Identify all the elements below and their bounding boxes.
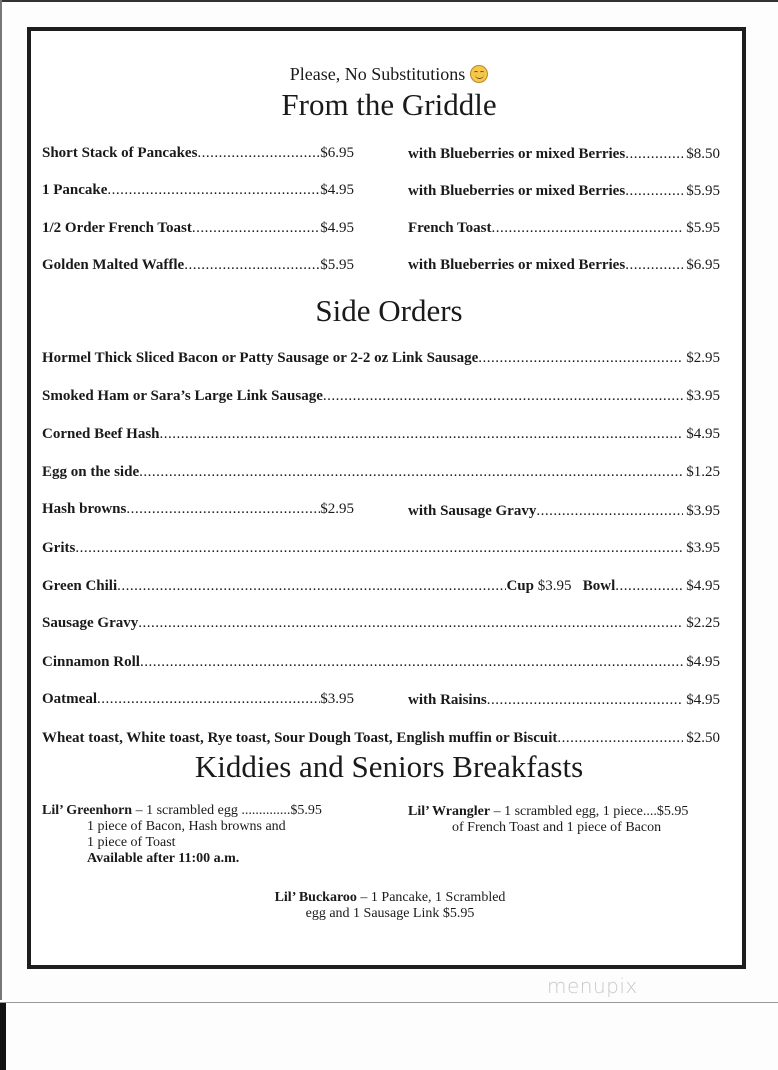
kids-item-greenhorn bbox=[42, 803, 322, 867]
menu-item bbox=[408, 255, 720, 275]
menu-item-sausage-gravy bbox=[42, 613, 720, 633]
scan-edge-strip bbox=[0, 1003, 6, 1070]
item-name: Cinnamon Roll bbox=[42, 654, 140, 670]
menu-item-oatmeal bbox=[42, 689, 354, 709]
item-price: $4.95 bbox=[686, 654, 720, 670]
item-name: with Blueberries or mixed Berries bbox=[408, 146, 626, 162]
menu-item-hash-browns-gravy bbox=[408, 501, 720, 521]
item-name: with Blueberries or mixed Berries bbox=[408, 183, 626, 199]
item-name: Wheat toast, White toast, Rye toast, Sour Dough Toast, English muffin or Biscuit bbox=[42, 730, 558, 746]
item-name: Golden Malted Waffle bbox=[42, 257, 185, 273]
availability-note: Available after 11:00 a.m. bbox=[87, 851, 240, 866]
item-price: $5.95 bbox=[686, 220, 720, 236]
item-name: Short Stack of Pancakes bbox=[42, 145, 198, 161]
leader-dots bbox=[160, 424, 684, 444]
menu-item bbox=[408, 144, 720, 164]
menu-item bbox=[42, 180, 354, 200]
leader-dots bbox=[557, 728, 683, 748]
item-name: Oatmeal bbox=[42, 691, 97, 707]
leader-dots bbox=[625, 144, 683, 164]
item-price: $6.95 bbox=[686, 257, 720, 273]
section-title-sides: Side Orders bbox=[315, 293, 463, 328]
leader-dots bbox=[323, 386, 683, 406]
cup-label: Cup bbox=[506, 578, 534, 594]
leader-dots bbox=[138, 613, 683, 633]
item-name: Hormel Thick Sliced Bacon or Patty Sausage or 2-2 oz Link Sausage bbox=[42, 350, 479, 366]
menu-item-hash-browns bbox=[42, 499, 354, 519]
menu-item bbox=[408, 218, 720, 238]
item-price: $3.95 bbox=[686, 540, 720, 556]
item-name: with Blueberries or mixed Berries bbox=[408, 257, 626, 273]
leader-dots bbox=[97, 689, 320, 709]
item-desc: – 1 scrambled egg, 1 piece.... bbox=[490, 804, 657, 819]
item-price: $4.95 bbox=[320, 182, 354, 198]
leader-dots bbox=[139, 462, 683, 482]
item-name: Egg on the side bbox=[42, 464, 140, 480]
item-price: $3.95 bbox=[686, 388, 720, 404]
leader-dots bbox=[615, 576, 683, 596]
kids-item-wrangler bbox=[408, 804, 738, 836]
item-price: $5.95 bbox=[290, 803, 322, 818]
item-price: $2.95 bbox=[320, 501, 354, 517]
item-name: Lil’ Greenhorn bbox=[42, 803, 133, 818]
item-desc: 1 piece of Bacon, Hash browns and bbox=[87, 819, 286, 834]
leader-dots bbox=[107, 180, 320, 200]
leader-dots bbox=[140, 652, 683, 672]
item-price: $4.95 bbox=[686, 426, 720, 442]
item-name: 1 Pancake bbox=[42, 182, 108, 198]
leader-dots bbox=[487, 690, 683, 710]
item-price: $2.25 bbox=[686, 615, 720, 631]
item-desc: – 1 scrambled egg .............. bbox=[132, 803, 291, 818]
item-name: Sausage Gravy bbox=[42, 615, 139, 631]
menu-item bbox=[408, 181, 720, 201]
item-price: $4.95 bbox=[686, 692, 720, 708]
menu-item-green-chili bbox=[42, 576, 720, 596]
menu-item bbox=[42, 424, 720, 444]
menu-item-oatmeal-raisins bbox=[408, 690, 720, 710]
menu-item bbox=[42, 218, 354, 238]
item-desc: 1 piece of Toast bbox=[87, 835, 176, 850]
leader-dots bbox=[126, 499, 320, 519]
item-price: $8.50 bbox=[686, 146, 720, 162]
item-price: $2.50 bbox=[686, 730, 720, 746]
no-substitutions-note bbox=[0, 64, 778, 85]
item-name: Lil’ Buckaroo bbox=[274, 890, 357, 905]
item-name: Corned Beef Hash bbox=[42, 426, 160, 442]
scan-left-edge bbox=[0, 0, 2, 1000]
menu-item bbox=[42, 143, 354, 163]
leader-dots bbox=[625, 255, 683, 275]
item-price: $5.95 bbox=[686, 183, 720, 199]
item-desc: – 1 Pancake, 1 Scrambled bbox=[356, 890, 506, 905]
menu-item-cinnamon-roll bbox=[42, 652, 720, 672]
item-name: French Toast bbox=[408, 220, 492, 236]
item-price: $2.95 bbox=[686, 350, 720, 366]
item-name: Lil’ Wrangler bbox=[408, 804, 491, 819]
leader-dots bbox=[478, 348, 683, 368]
section-title-griddle: From the Griddle bbox=[281, 87, 497, 122]
leader-dots bbox=[117, 576, 506, 596]
page-edge-line bbox=[0, 1002, 778, 1003]
leader-dots bbox=[536, 501, 683, 521]
item-price: $3.95 bbox=[320, 691, 354, 707]
item-name: 1/2 Order French Toast bbox=[42, 220, 192, 236]
menupix-watermark: menupix bbox=[547, 974, 638, 998]
menu-item bbox=[42, 386, 720, 406]
leader-dots bbox=[192, 218, 320, 238]
item-name: with Raisins bbox=[408, 692, 487, 708]
menu-item-toast bbox=[42, 728, 720, 748]
subtitle-text: Please, No Substitutions bbox=[289, 64, 466, 84]
item-price: $3.95 bbox=[686, 503, 720, 519]
item-desc: of French Toast and 1 piece of Bacon bbox=[452, 820, 662, 835]
bowl-price: $4.95 bbox=[686, 578, 720, 594]
menu-item bbox=[42, 462, 720, 482]
item-name: Smoked Ham or Sara’s Large Link Sausage bbox=[42, 388, 323, 404]
item-price: $5.95 bbox=[656, 804, 689, 819]
bowl-label: Bowl bbox=[582, 578, 616, 594]
leader-dots bbox=[197, 143, 320, 163]
item-desc: egg and 1 Sausage Link $5.95 bbox=[305, 906, 475, 921]
item-name: Hash browns bbox=[42, 501, 127, 517]
cup-price: $3.95 bbox=[537, 578, 572, 594]
item-price: $4.95 bbox=[320, 220, 354, 236]
kids-item-buckaroo bbox=[240, 890, 540, 922]
item-price: $6.95 bbox=[320, 145, 354, 161]
item-price: $1.25 bbox=[686, 464, 720, 480]
item-name: Grits bbox=[42, 540, 76, 556]
smiley-face-icon bbox=[470, 65, 488, 83]
scan-top-edge bbox=[0, 0, 778, 2]
menu-item-grits bbox=[42, 538, 720, 558]
item-name: Green Chili bbox=[42, 578, 118, 594]
leader-dots bbox=[492, 218, 684, 238]
menu-item bbox=[42, 348, 720, 368]
menu-item bbox=[42, 255, 354, 275]
leader-dots bbox=[184, 255, 320, 275]
leader-dots bbox=[625, 181, 683, 201]
item-price: $5.95 bbox=[320, 257, 354, 273]
section-title-kiddies: Kiddies and Seniors Breakfasts bbox=[194, 749, 584, 784]
leader-dots bbox=[75, 538, 683, 558]
item-name: with Sausage Gravy bbox=[408, 503, 537, 519]
